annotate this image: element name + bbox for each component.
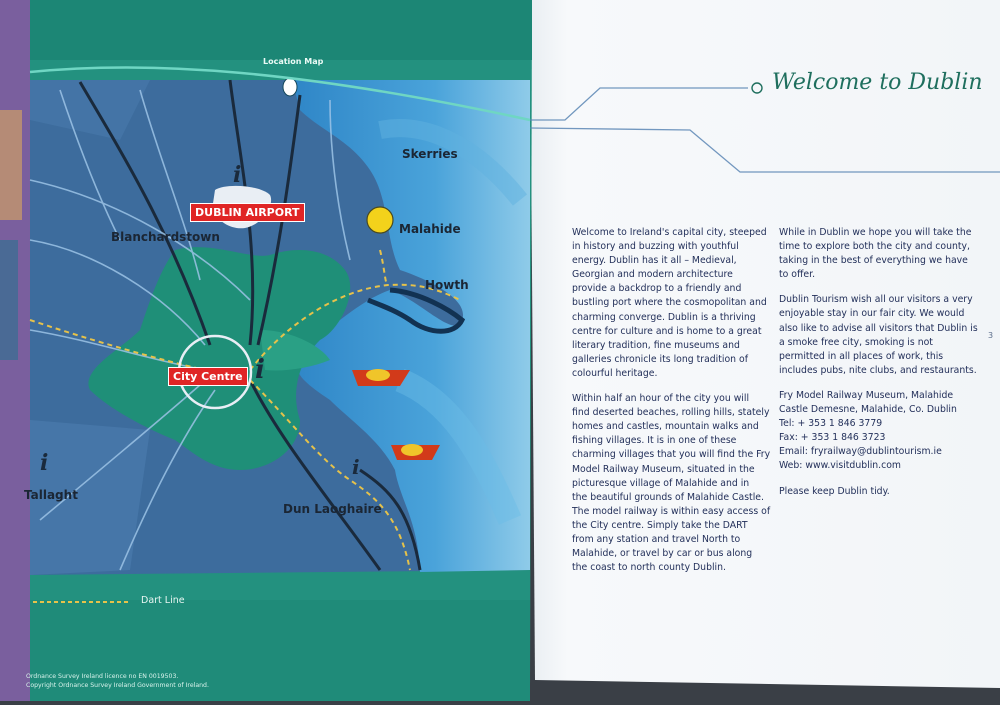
text-line: Model Railway Museum, situated in the — [572, 463, 755, 475]
text-line: taking in the best of everything we have — [779, 255, 968, 267]
text-line: also like to advise all visitors that Dublin is — [779, 322, 978, 334]
text-line: bustling port where the cosmopolitan and — [572, 297, 767, 309]
text-line: fishing villages. It is in one of these — [572, 435, 737, 447]
text-line: Fax: + 353 1 846 3723 — [779, 432, 886, 444]
place-dun-laoghaire: Dun Laoghaire — [283, 502, 382, 516]
text-line: includes pubs, nite clubs, and restaurants. — [779, 364, 977, 376]
place-skerries: Skerries — [402, 147, 458, 161]
contact-details — [779, 389, 984, 474]
place-tallaght: Tallaght — [24, 488, 78, 502]
text-line: The model railway is within easy access of — [572, 505, 771, 517]
svg-text:i: i — [40, 450, 49, 476]
body-column-2 — [779, 226, 984, 510]
text-line: Malahide, or travel by car or bus along — [572, 548, 753, 560]
body-column-1 — [572, 226, 772, 586]
text-line: in history and buzzing with youthful — [572, 241, 739, 253]
text-line: literary tradition, fine museums and — [572, 339, 740, 351]
text-line: charming converge. Dublin is a thriving — [572, 311, 756, 323]
text-line: the beautiful grounds of Malahide Castle. — [572, 491, 764, 503]
paragraph — [779, 485, 984, 499]
copyright-note — [26, 672, 209, 690]
paragraph — [779, 293, 984, 378]
page-title: Welcome to Dublin — [772, 70, 983, 95]
text-line: the City centre. Simply take the DART — [572, 519, 748, 531]
text-line: to offer. — [779, 269, 816, 281]
copyright-line: Ordnance Survey Ireland licence no EN 0019503. — [26, 673, 179, 680]
text-line: Within half an hour of the city you will — [572, 393, 750, 405]
paragraph — [779, 226, 984, 282]
text-line: Fry Model Railway Museum, Malahide — [779, 389, 954, 401]
text-line: time to explore both the city and county, — [779, 241, 970, 253]
text-line: homes and castles, mountain walks and — [572, 421, 759, 433]
place-howth: Howth — [425, 278, 469, 292]
text-line: find deserted beaches, rolling hills, stately — [572, 407, 770, 419]
svg-text:i: i — [255, 355, 265, 385]
text-line: charming villages that you will find the Fry — [572, 449, 771, 461]
text-line: permitted in all places of work, this — [779, 350, 944, 362]
text-line: Web: www.visitdublin.com — [779, 460, 901, 472]
text-line: enjoyable stay in our fair city. We would — [779, 308, 965, 320]
page-number: 3 — [988, 331, 994, 340]
copyright-line: Copyright Ordnance Survey Ireland Government of Ireland. — [26, 682, 209, 689]
airport-tag: DUBLIN AIRPORT — [190, 203, 305, 222]
city-centre-tag: City Centre — [168, 367, 248, 386]
text-line: colourful heritage. — [572, 367, 658, 379]
text-line: picturesque village of Malahide and in — [572, 477, 750, 489]
place-blanchardstown: Blanchardstown — [111, 230, 220, 244]
text-line: Dublin Tourism wish all our visitors a very — [779, 294, 973, 306]
legend-label: Dart Line — [141, 595, 185, 606]
svg-text:i: i — [233, 162, 242, 188]
paragraph — [572, 226, 772, 381]
text-line: energy. Dublin has it all – Medieval, — [572, 255, 737, 267]
text-line: Please keep Dublin tidy. — [779, 485, 890, 497]
paragraph — [572, 392, 772, 575]
text-line: Email: fryrailway@dublintourism.ie — [779, 446, 942, 458]
text-line: from any station and travel North to — [572, 533, 741, 545]
text-line: galleries chronicle its long tradition of — [572, 353, 748, 365]
text-line: Georgian and modern architecture — [572, 269, 733, 281]
text-line: centre for culture and is home to a great — [572, 325, 762, 337]
text-line: a smoke free city, smoking is not — [779, 336, 933, 348]
text-line: Welcome to Ireland's capital city, steeped — [572, 227, 767, 238]
text-line: provide a backdrop to a friendly and — [572, 283, 742, 295]
text-line: Tel: + 353 1 846 3779 — [779, 418, 883, 430]
map-header: Location Map — [263, 57, 324, 66]
svg-text:i: i — [352, 455, 360, 479]
text-line: While in Dublin we hope you will take the — [779, 227, 972, 238]
text-line: the coast to north county Dublin. — [572, 562, 726, 574]
text-line: Castle Demesne, Malahide, Co. Dublin — [779, 404, 957, 416]
place-malahide: Malahide — [399, 222, 461, 236]
